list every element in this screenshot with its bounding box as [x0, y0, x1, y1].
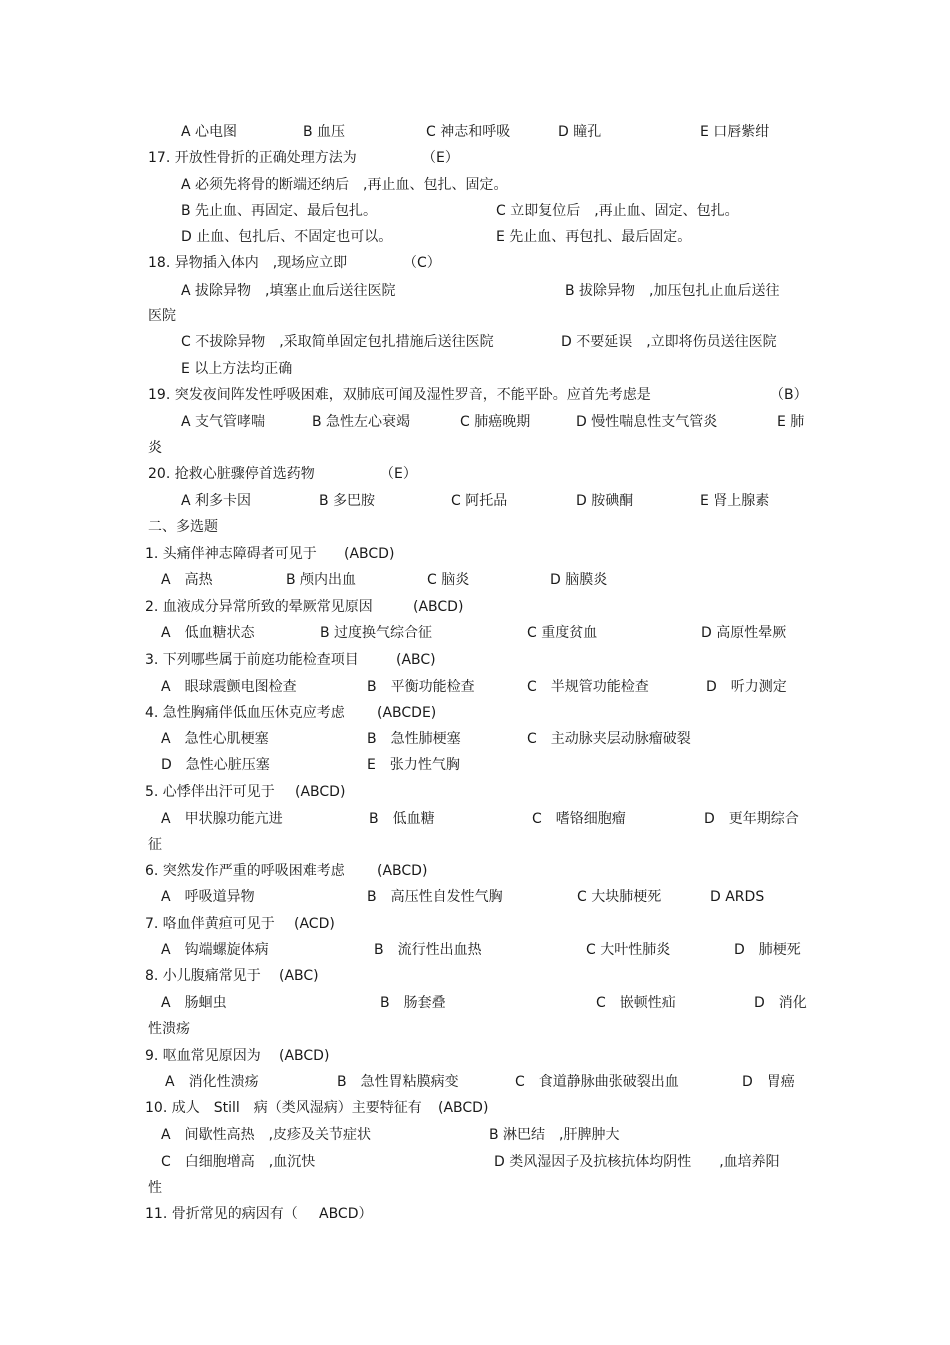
q18-stem: 18. 异物插入体内 ,现场应立即 [148, 255, 348, 271]
m2-answer: (ABCD) [413, 599, 464, 615]
m2-stem: 2. 血液成分异常所致的晕厥常见原因 [145, 599, 373, 615]
m4-option-a: A 急性心肌梗塞 [161, 731, 269, 747]
m9-option-a: A 消化性溃疡 [165, 1074, 259, 1090]
m11-answer: ABCD） [319, 1206, 373, 1222]
m8-option-a: A 肠蛔虫 [161, 995, 227, 1011]
m6-option-a: A 呼吸道异物 [161, 889, 255, 905]
m5-option-d-cont: 征 [148, 837, 162, 853]
m1-option-c: C 脑炎 [427, 572, 470, 588]
m7-answer: (ACD) [294, 916, 335, 932]
q20-option-b: B 多巴胺 [319, 493, 376, 509]
q16-option-e: E 口唇紫绀 [700, 124, 770, 140]
q20-option-e: E 肾上腺素 [700, 493, 770, 509]
m10-stem: 10. 成人 Still 病（类风湿病）主要特征有 [145, 1100, 422, 1116]
m4-answer: (ABCDE) [377, 705, 437, 721]
m3-stem: 3. 下列哪些属于前庭功能检查项目 [145, 652, 359, 668]
q20-option-c: C 阿托品 [451, 493, 508, 509]
q16-option-b: B 血压 [303, 124, 346, 140]
q18-option-c: C 不拔除异物 ,采取简单固定包扎措施后送往医院 [181, 334, 494, 350]
m7-option-a: A 钩端螺旋体病 [161, 942, 269, 958]
m1-option-a: A 高热 [161, 572, 213, 588]
q19-option-e-cont: 炎 [148, 440, 162, 456]
m1-option-b: B 颅内出血 [286, 572, 357, 588]
m10-option-d: D 类风湿因子及抗核抗体均阴性 ,血培养阳 [494, 1154, 780, 1170]
q19-answer: （B） [770, 387, 808, 403]
m9-stem: 9. 呕血常见原因为 [145, 1048, 261, 1064]
m9-option-d: D 胃癌 [742, 1074, 795, 1090]
m7-stem: 7. 咯血伴黄疸可见于 [145, 916, 275, 932]
m11-stem: 11. 骨折常见的病因有（ [145, 1206, 298, 1222]
q18-option-a: A 拔除异物 ,填塞止血后送往医院 [181, 283, 396, 299]
q17-option-c: C 立即复位后 ,再止血、固定、包扎。 [496, 203, 739, 219]
m9-option-b: B 急性胃粘膜病变 [337, 1074, 459, 1090]
m6-option-b: B 高压性自发性气胸 [367, 889, 503, 905]
m7-option-c: C 大叶性肺炎 [586, 942, 671, 958]
m5-option-d: D 更年期综合 [704, 811, 799, 827]
m3-option-a: A 眼球震颤电图检查 [161, 679, 297, 695]
m5-answer: (ABCD) [295, 784, 346, 800]
q19-stem: 19. 突发夜间阵发性呼吸困难，双肺底可闻及湿性罗音，不能平卧。应首先考虑是 [148, 387, 651, 403]
m10-answer: (ABCD) [438, 1100, 489, 1116]
m3-option-d: D 听力测定 [706, 679, 787, 695]
m2-option-d: D 高原性晕厥 [701, 625, 787, 641]
m4-option-b: B 急性肺梗塞 [367, 731, 461, 747]
q19-option-b: B 急性左心衰竭 [312, 414, 411, 430]
m3-option-c: C 半规管功能检查 [527, 679, 649, 695]
q20-answer: （E） [380, 466, 417, 482]
q17-option-a: A 必须先将骨的断端还纳后 ,再止血、包扎、固定。 [181, 177, 508, 193]
m3-answer: (ABC) [396, 652, 436, 668]
q19-option-a: A 支气管哮喘 [181, 414, 266, 430]
m6-answer: (ABCD) [377, 863, 428, 879]
m10-option-a: A 间歇性高热 ,皮疹及关节症状 [161, 1127, 372, 1143]
q17-stem: 17. 开放性骨折的正确处理方法为 [148, 150, 357, 166]
m2-option-c: C 重度贫血 [527, 625, 598, 641]
q17-answer: （E） [422, 150, 459, 166]
m8-option-d: D 消化 [754, 995, 807, 1011]
m1-answer: (ABCD) [344, 546, 395, 562]
q19-option-d: D 慢性喘息性支气管炎 [576, 414, 718, 430]
m1-stem: 1. 头痛伴神志障碍者可见于 [145, 546, 317, 562]
m10-option-b: B 淋巴结 ,肝脾肿大 [489, 1127, 620, 1143]
q19-option-e: E 肺 [777, 414, 805, 430]
m7-option-b: B 流行性出血热 [374, 942, 482, 958]
m5-option-c: C 嗜铬细胞瘤 [532, 811, 626, 827]
m1-option-d: D 脑膜炎 [550, 572, 608, 588]
q18-answer: （C） [403, 255, 441, 271]
q18-option-d: D 不要延误 ,立即将伤员送往医院 [561, 334, 777, 350]
m2-option-b: B 过度换气综合征 [320, 625, 433, 641]
q17-option-b: B 先止血、再固定、最后包扎。 [181, 203, 378, 219]
q18-option-e: E 以上方法均正确 [181, 361, 293, 377]
m8-option-b: B 肠套叠 [380, 995, 446, 1011]
m6-option-c: C 大块肺梗死 [577, 889, 662, 905]
q20-option-a: A 利多卡因 [181, 493, 252, 509]
q18-option-b: B 拔除异物 ,加压包扎止血后送往 [565, 283, 780, 299]
q19-option-c: C 肺癌晚期 [460, 414, 531, 430]
m2-option-a: A 低血糖状态 [161, 625, 255, 641]
m8-stem: 8. 小儿腹痛常见于 [145, 968, 261, 984]
q20-stem: 20. 抢救心脏骤停首选药物 [148, 466, 315, 482]
q17-option-d: D 止血、包扎后、不固定也可以。 [181, 229, 393, 245]
m9-option-c: C 食道静脉曲张破裂出血 [515, 1074, 679, 1090]
m9-answer: (ABCD) [279, 1048, 330, 1064]
q17-option-e: E 先止血、再包扎、最后固定。 [496, 229, 692, 245]
m8-option-d-cont: 性溃疡 [148, 1021, 190, 1037]
m4-option-c: C 主动脉夹层动脉瘤破裂 [527, 731, 691, 747]
m5-stem: 5. 心悸伴出汗可见于 [145, 784, 275, 800]
m6-option-d: D ARDS [710, 889, 765, 905]
m4-option-d: D 急性心脏压塞 [161, 757, 270, 773]
m10-option-c: C 白细胞增高 ,血沉快 [161, 1154, 316, 1170]
m10-option-d-cont: 性 [148, 1180, 162, 1196]
m8-option-c: C 嵌顿性疝 [596, 995, 676, 1011]
section-title-multiple-choice: 二、多选题 [148, 519, 218, 535]
m8-answer: (ABC) [279, 968, 319, 984]
q18-option-b-cont: 医院 [148, 308, 176, 324]
q20-option-d: D 胺碘酮 [576, 493, 634, 509]
m4-option-e: E 张力性气胸 [367, 757, 460, 773]
q16-option-a: A 心电图 [181, 124, 238, 140]
m4-stem: 4. 急性胸痛伴低血压休克应考虑 [145, 705, 345, 721]
m7-option-d: D 肺梗死 [734, 942, 801, 958]
q16-option-c: C 神志和呼吸 [426, 124, 511, 140]
m5-option-b: B 低血糖 [369, 811, 435, 827]
m5-option-a: A 甲状腺功能亢进 [161, 811, 283, 827]
m3-option-b: B 平衡功能检查 [367, 679, 475, 695]
q16-option-d: D 瞳孔 [558, 124, 602, 140]
m6-stem: 6. 突然发作严重的呼吸困难考虑 [145, 863, 345, 879]
